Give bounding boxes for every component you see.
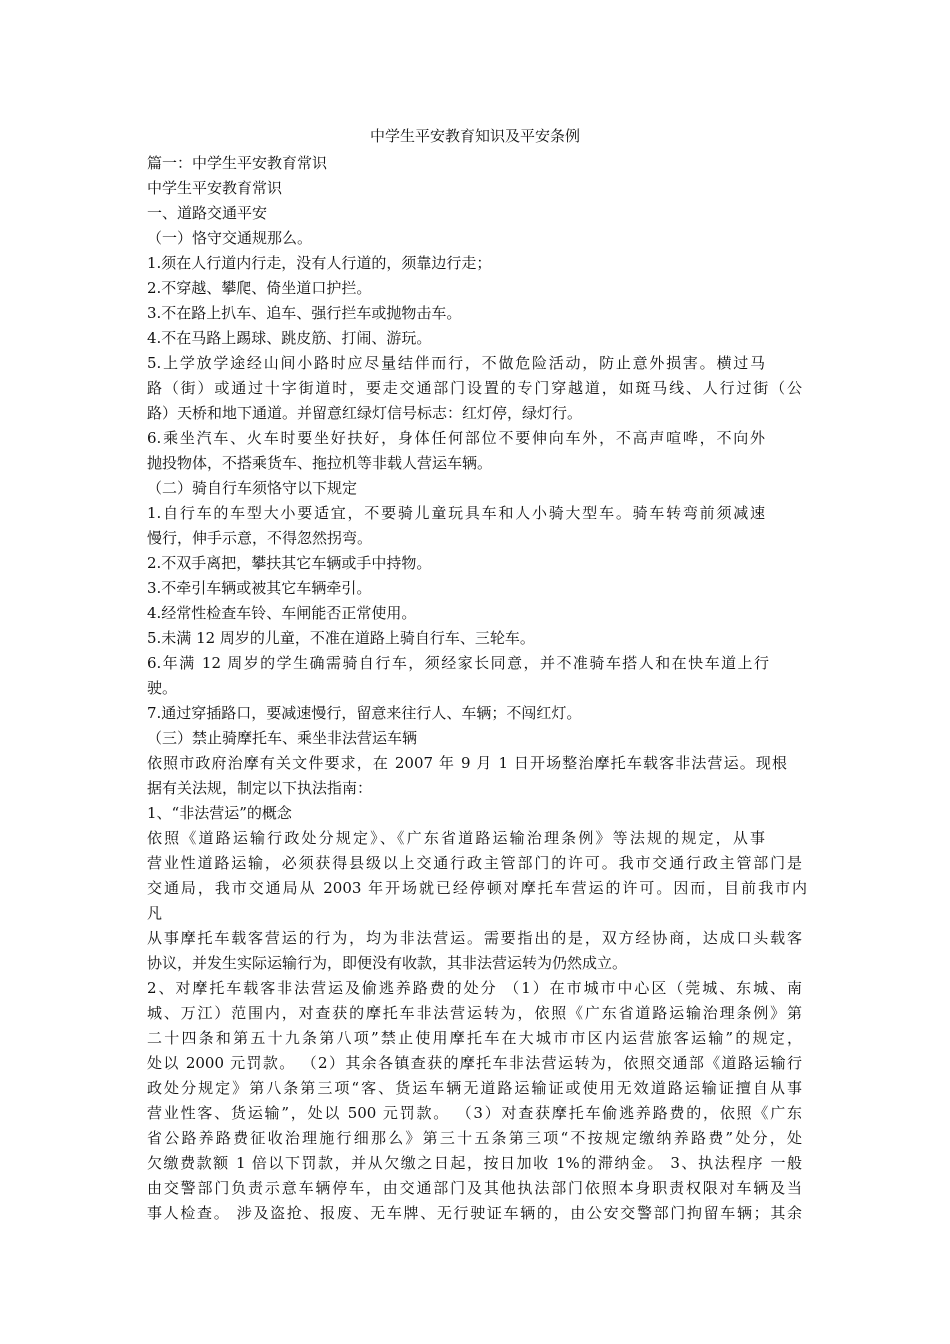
paragraph-line: 路（街）或通过十字街道时，要走交通部门设置的专门穿越道，如斑马线、人行过街（公 [147, 379, 802, 397]
paragraph-line: 7.通过穿插路口，要减速慢行，留意来往行人、车辆；不闯红灯。 [147, 704, 582, 722]
paragraph-line: 1.自行车的车型大小要适宜，不要骑儿童玩具车和人小骑大型车。骑车转弯前须减速 [147, 504, 765, 522]
paragraph-line: 2.不双手离把，攀扶其它车辆或手中持物。 [147, 554, 432, 572]
subheading: （二）骑自行车须恪守以下规定 [147, 479, 358, 497]
paragraph-line: 城、万江）范围内，对查获的摩托车非法营运转为，依照《广东省道路运输治理条例》第 [147, 1004, 802, 1022]
paragraph-line: 省公路养路费征收治理施行细那么》第三十五条第三项“不按规定缴纳养路费”处分，处 [147, 1129, 802, 1147]
paragraph-line: 抛投物体，不搭乘货车、拖拉机等非载人营运车辆。 [147, 454, 493, 472]
paragraph-line: 处以 2000 元罚款。 （2）其余各镇查获的摩托车非法营运转为，依照交通部《道路运输行 [147, 1054, 802, 1072]
paragraph-line: 1.须在人行道内行走，没有人行道的，须靠边行走； [147, 254, 492, 272]
paragraph-line: 协议，并发生实际运输行为，即便没有收款，其非法营运转为仍然成立。 [147, 954, 628, 972]
paragraph-line: 驶。 [147, 679, 178, 697]
subheading: 1、“非法营运”的概念 [147, 804, 292, 822]
paragraph-line: 3.不在路上扒车、追车、强行拦车或抛物击车。 [147, 304, 462, 322]
paragraph-line: 2.不穿越、攀爬、倚坐道口护拦。 [147, 279, 372, 297]
paragraph-line: 依照《道路运输行政处分规定》、《广东省道路运输治理条例》等法规的规定，从事 [147, 829, 765, 847]
paragraph-line: 4.不在马路上踢球、跳皮筋、打闹、游玩。 [147, 329, 432, 347]
paragraph-line: 事人检查。 涉及盗抢、报废、无车牌、无行驶证车辆的，由公安交警部门拘留车辆；其余 [147, 1204, 802, 1222]
paragraph-line: 路）天桥和地下通道。并留意红绿灯信号标志：红灯停，绿灯行。 [147, 404, 583, 422]
paragraph-line: 由交警部门负责示意车辆停车，由交通部门及其他执法部门依照本身职责权限对车辆及当 [147, 1179, 802, 1197]
paragraph-line: 6.年满 12 周岁的学生确需骑自行车，须经家长同意，并不准骑车搭人和在快车道上行 [147, 654, 769, 672]
paragraph-line: 5.上学放学途经山间小路时应尽量结伴而行，不做危险活动，防止意外损害。横过马 [147, 354, 765, 372]
paragraph-line: 营业性客、货运输”，处以 500 元罚款。 （3）对查获摩托车偷逃养路费的，依照《广东 [147, 1104, 802, 1122]
document-title: 中学生平安教育知识及平安条例 [369, 127, 580, 145]
section-heading: 篇一：中学生平安教育常识 [147, 154, 328, 172]
paragraph-line: 二十四条和第五十九条第八项”禁止使用摩托车在大城市市区内运营旅客运输”的规定， [147, 1029, 802, 1047]
paragraph-line: 据有关法规，制定以下执法指南： [147, 779, 373, 797]
paragraph-line: 欠缴费款额 1 倍以下罚款，并从欠缴之日起，按日加收 1%的滞纳金。 3、执法程序 一般 [147, 1154, 802, 1172]
paragraph-line: 从事摩托车载客营运的行为，均为非法营运。需要指出的是，双方经协商，达成口头载客 [147, 929, 802, 947]
heading: 一、道路交通平安 [147, 204, 268, 222]
paragraph-line: 依照市政府治摩有关文件要求，在 2007 年 9 月 1 日开场整治摩托车载客非法营运。现根 [147, 754, 787, 772]
subheading: （三）禁止骑摩托车、乘坐非法营运车辆 [147, 729, 418, 747]
paragraph-line: 3.不牵引车辆或被其它车辆牵引。 [147, 579, 372, 597]
paragraph-line: 营业性道路运输，必须获得县级以上交通行政主管部门的许可。我市交通行政主管部门是 [147, 854, 802, 872]
paragraph-line: 交通局，我市交通局从 2003 年开场就已经停顿对摩托车营运的许可。因而，目前我市内 [147, 879, 807, 897]
subtitle: 中学生平安教育常识 [147, 179, 283, 197]
paragraph-line: 4.经常性检查车铃、车闸能否正常使用。 [147, 604, 417, 622]
paragraph-line: 6.乘坐汽车、火车时要坐好扶好，身体任何部位不要伸向车外，不高声喧哗，不向外 [147, 429, 765, 447]
paragraph-line: 政处分规定》第八条第三项“客、货运车辆无道路运输证或使用无效道路运输证擅自从事 [147, 1079, 802, 1097]
subheading: （一）恪守交通规那么。 [147, 229, 313, 247]
paragraph-line: 慢行，伸手示意，不得忽然拐弯。 [147, 529, 373, 547]
paragraph-line: 2、对摩托车载客非法营运及偷逃养路费的处分 （1）在市城市中心区（莞城、东城、南 [147, 979, 802, 997]
paragraph-line: 凡 [147, 904, 163, 922]
paragraph-line: 5.未满 12 周岁的儿童，不准在道路上骑自行车、三轮车。 [147, 629, 535, 647]
